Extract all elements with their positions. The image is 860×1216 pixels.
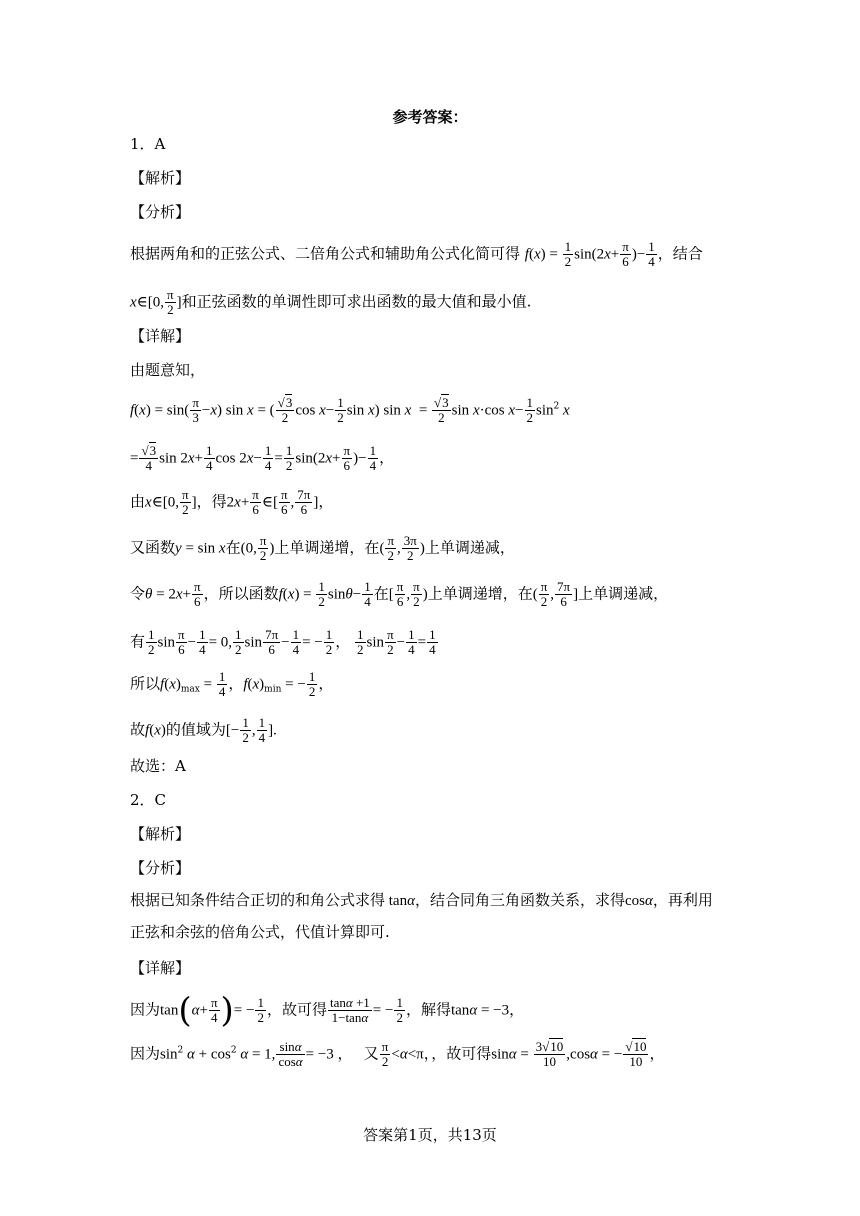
q2-detail-line-2: 因为$\sin^2 \alpha + \cos^2 \alpha = 1$, $\frac{\sin\alpha}{\cos\alpha}$ = −3 ， 又 $\frac{\pi}{2}$ <α<π，，故可得sinα = $\frac{3√10}{10}$ ,cosα = − $\frac{√10}{10}$ ， [130,1039,665,1069]
q1-max-min-line: 所以$f(x)_{max}$ = $\frac{1}{4}$ ，$f(x)_{min}$ = − $\frac{1}{2}$ ， [130,669,334,699]
q1-values-line: 有 $\frac{1}{2}$ sin $\frac{\pi}{6}$ − $\frac{1}{4}$ = 0, $\frac{1}{2}$ sin $\frac{7\pi}{6}$ − $\frac{1}{4}$ = − $\frac{1}{2}$ ， $\frac{1}{2}$ sin $\frac{\pi}{2}$ − $\frac{1}{4}$ = $\frac{1}{4}$ [130,627,436,657]
q1-formula-line-2: = $\frac{√3}{4}$ sin 2x+ $\frac{1}{4}$ cos 2x− $\frac{1}{4}$ = $\frac{1}{2}$ sin(2x+ $\frac{\pi}{6}$ )− $\frac{1}{4}$ ， [130,443,395,473]
q1-formula-line-1: f(x) = sin( $\frac{\pi}{3}$ −x) sin x = ( $\frac{√3}{2}$ cos x− $\frac{1}{2}$ sin x) sin x = $\frac{√3}{2}$ sin x·cos x− $\frac{1}{2}$ $\sin^2 x$ [130,395,570,425]
q2-jiexi-heading: 【解析】 [130,825,191,843]
q1-fenxi-heading: 【分析】 [130,203,191,221]
q2-number: 2．C [130,791,167,809]
q1-range-line: 故f(x)的值域为[− $\frac{1}{2}$ , $\frac{1}{4}$ ]. [130,715,277,745]
q1-analysis-line-1: 根据两角和的正弦公式、二倍角公式和辅助角公式化简可得 f(x) = $\frac{1}{2}$ sin(2x+ $\frac{\pi}{6}$ )− $\frac{1}{4}$ ，结合 [130,239,703,269]
q1-detail-intro: 由题意知， [130,361,206,379]
q1-theta-line: 令θ = 2x+ $\frac{\pi}{6}$ ，所以函数f(x) = $\frac{1}{2}$ sinθ− $\frac{1}{4}$ 在[ $\frac{\pi}{6}$ , $\frac{\pi}{2}$ )上单调递增，在( $\frac{\pi}{2}$ , $\frac{7\pi}{6}$ ]上单调递减， [130,579,669,609]
page-title: 参考答案： [392,108,468,126]
q1-jiexi-heading: 【解析】 [130,169,191,187]
q2-detail-line-1: 因为tan(α+ $\frac{\pi}{4}$ )= − $\frac{1}{2}$ ，故可得 $\frac{\tan\alpha +1}{1-\tan\alpha}$ = − $\frac{1}{2}$ ，解得tanα = −3， [130,990,525,1031]
q2-xiangjie-heading: 【详解】 [130,959,191,977]
q1-number: 1．A [130,135,166,153]
q2-analysis-line-1: 根据已知条件结合正切的和角公式求得 tanα，结合同角三角函数关系，求得cosα，再利用 [130,891,713,909]
q2-fenxi-heading: 【分析】 [130,859,191,877]
q1-xiangjie-heading: 【详解】 [130,327,191,345]
q1-analysis-line-2: x∈[0, $\frac{\pi}{2}$ ]和正弦函数的单调性即可求出函数的最大值和最小值. [130,287,532,317]
q1-answer: 故选：A [130,757,186,775]
q2-analysis-line-2: 正弦和余弦的倍角公式，代值计算即可. [130,923,390,941]
page-footer: 答案第1页，共13页 [363,1126,497,1144]
q1-domain-line: 由x∈[0, $\frac{\pi}{2}$ ]，得2x+ $\frac{\pi}{6}$ ∈[ $\frac{\pi}{6}$ , $\frac{7\pi}{6}$ ]， [130,487,334,517]
q1-sine-monotonic-line: 又函数y = sin x在(0, $\frac{\pi}{2}$ )上单调递增，在( $\frac{\pi}{2}$ , $\frac{3\pi}{2}$ )上单调递减， [130,533,515,563]
